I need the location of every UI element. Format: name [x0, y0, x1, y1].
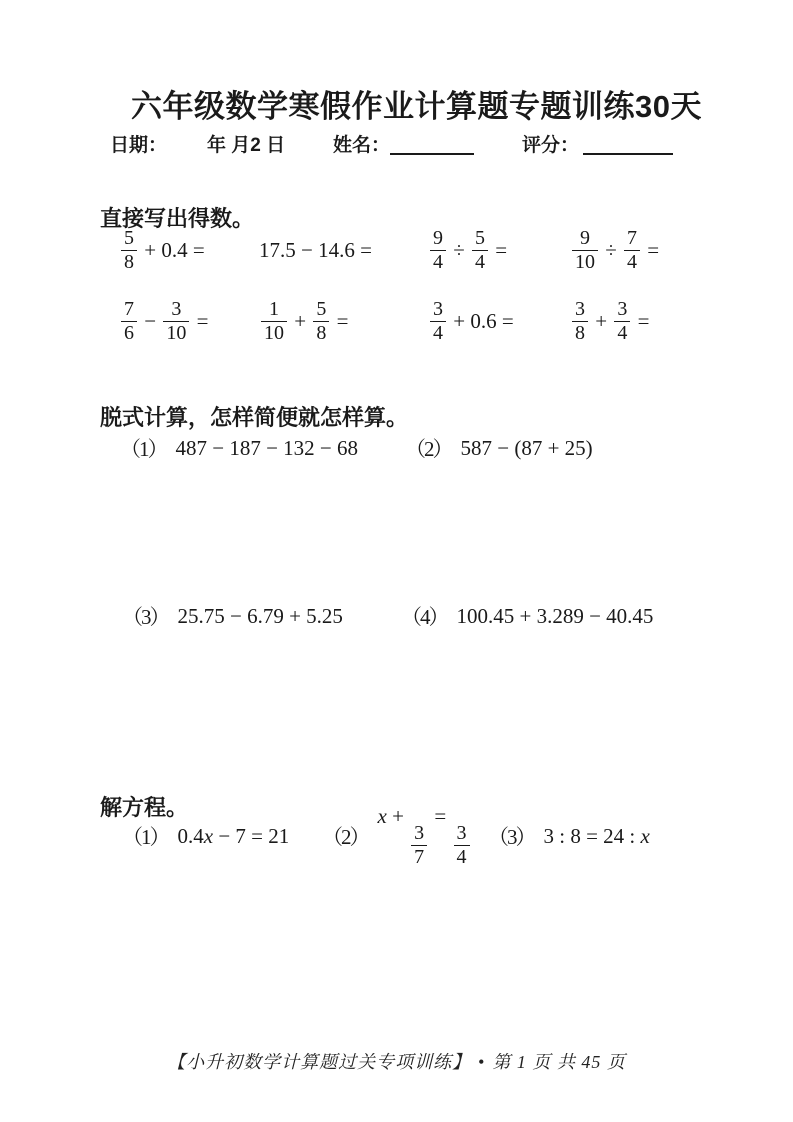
- footer-separator: •: [478, 1052, 486, 1072]
- problem-label: （1）: [122, 825, 169, 849]
- oral-problem-2: 17.5 − 14.6 =: [259, 237, 378, 262]
- fraction: $\frac{7}{4}$: [624, 228, 640, 273]
- equation-problems-row: [0, 804, 793, 868]
- fraction: $\frac{3}{4}$: [430, 299, 446, 344]
- problem-label: （2）: [405, 437, 452, 461]
- footer-source: 【小升初数学计算题过关专项训练】: [167, 1052, 472, 1072]
- problem-expression: 487 − 187 − 132 − 68: [175, 435, 359, 460]
- stepwise-problems-row-2: [0, 601, 793, 631]
- stepwise-problem-1: [120, 433, 358, 463]
- problem-label: （3）: [488, 825, 535, 849]
- problem-expression: 587 − (87 + 25): [460, 435, 593, 460]
- oral-problems-row-1: [0, 226, 793, 274]
- stepwise-problems-row-1: [0, 433, 793, 463]
- problem-label: （3）: [122, 605, 169, 629]
- equation-problem-2: [322, 804, 472, 868]
- stepwise-problem-2: [405, 433, 593, 463]
- oral-problem-3: $\frac{9}{4}$ ÷ $\frac{5}{4}$ =: [428, 226, 512, 274]
- problem-expression: 100.45 + 3.289 − 40.45: [456, 603, 654, 628]
- fraction: $\frac{9}{10}$: [572, 228, 598, 273]
- oral-problem-8: $\frac{3}{8}$ + $\frac{3}{4}$ =: [570, 297, 655, 345]
- name-blank-line: [390, 133, 474, 155]
- section-heading-oral: 直接写出得数。: [100, 206, 255, 232]
- stepwise-problem-3: [122, 601, 343, 631]
- equation-problem-1: [122, 808, 289, 864]
- footer-page-info: 第 1 页 共 45 页: [492, 1052, 626, 1072]
- fraction: $\frac{7}{6}$: [121, 299, 137, 344]
- date-label: 日期：: [110, 135, 168, 156]
- fraction: $\frac{3}{4}$: [454, 823, 470, 868]
- fraction: $\frac{5}{4}$: [472, 228, 488, 273]
- fraction: $\frac{5}{8}$: [313, 299, 329, 344]
- stepwise-problem-4: [401, 601, 653, 631]
- problem-expression: 25.75 − 6.79 + 5.25: [177, 603, 343, 628]
- problem-expression: 3 : 8 = 24 : x: [543, 823, 650, 848]
- equation-problem-3: [488, 808, 650, 864]
- fraction: $\frac{3}{7}$: [411, 823, 427, 868]
- header-info-row: [0, 130, 793, 160]
- problem-label: （2）: [322, 825, 369, 849]
- page-title: 六年级数学寒假作业计算题专题训练30天: [131, 88, 702, 124]
- oral-problem-1: $\frac{5}{8}$ + 0.4 =: [119, 226, 210, 274]
- problem-label: （4）: [401, 605, 448, 629]
- fraction: $\frac{3}{8}$: [572, 299, 588, 344]
- problem-label: （1）: [120, 437, 167, 461]
- problem-expression: 0.4x − 7 = 21: [177, 823, 290, 848]
- oral-problems-row-2: [0, 297, 793, 345]
- score-blank-line: [583, 133, 673, 155]
- date-value: 年 月2 日: [207, 135, 286, 156]
- oral-problem-6: $\frac{1}{10}$ + $\frac{5}{8}$ =: [259, 297, 354, 345]
- fraction: $\frac{5}{8}$: [121, 228, 137, 273]
- section-heading-equations: 解方程。: [100, 795, 189, 821]
- oral-problem-7: $\frac{3}{4}$ + 0.6 =: [428, 297, 519, 345]
- oral-problem-5: $\frac{7}{6}$ − $\frac{3}{10}$ =: [119, 297, 214, 345]
- oral-problem-4: $\frac{9}{10}$ ÷ $\frac{7}{4}$ =: [570, 226, 664, 274]
- problem-expression: x + $\frac{3}{7}$ = $\frac{3}{4}$: [378, 804, 472, 868]
- score-label: 评分：: [522, 135, 580, 156]
- fraction: $\frac{3}{4}$: [614, 299, 630, 344]
- fraction: $\frac{1}{10}$: [261, 299, 287, 344]
- page-footer: [0, 1048, 793, 1074]
- fraction: $\frac{3}{10}$: [163, 299, 189, 344]
- name-label: 姓名：: [333, 135, 391, 156]
- section-heading-stepwise: 脱式计算，怎样简便就怎样算。: [100, 405, 409, 431]
- fraction: $\frac{9}{4}$: [430, 228, 446, 273]
